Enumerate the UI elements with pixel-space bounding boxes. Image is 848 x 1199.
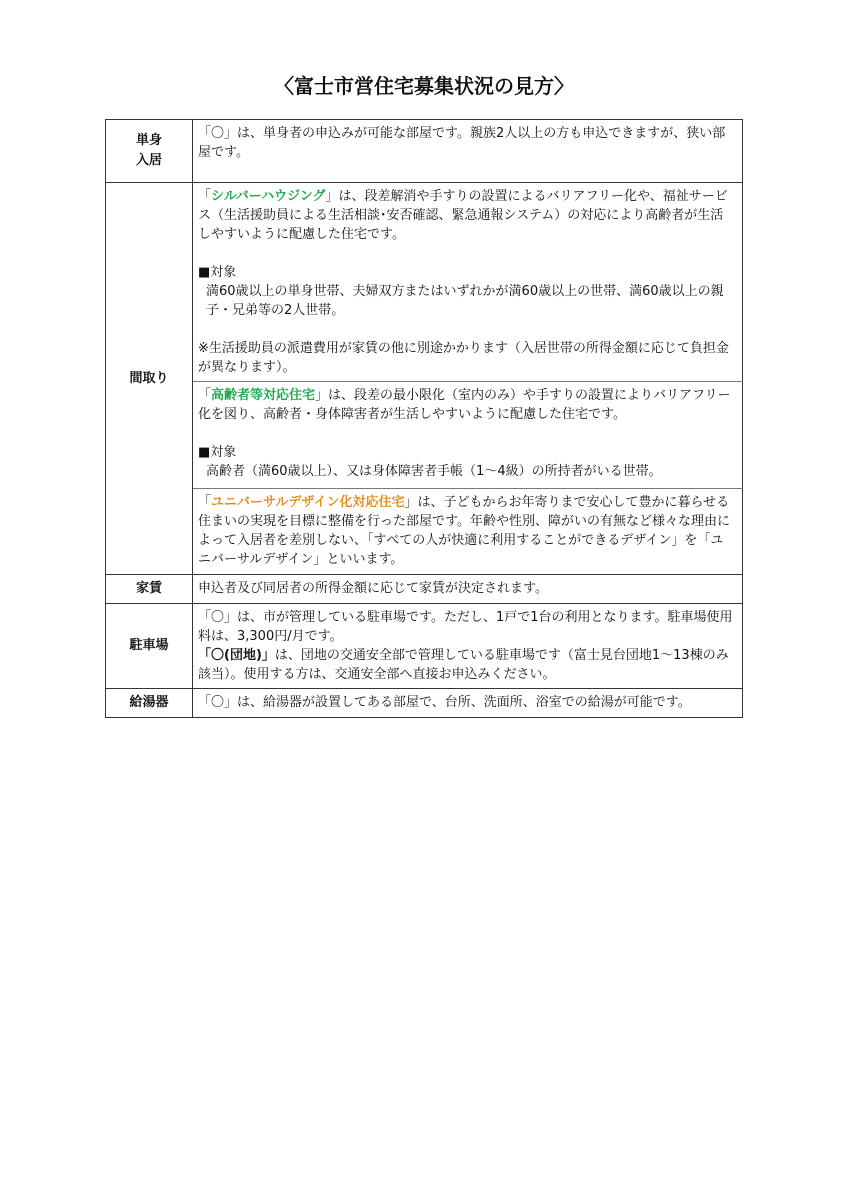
silver-target-heading: ■対象 <box>198 265 237 280</box>
parking-complex-mark: 「〇(団地)」 <box>198 648 275 663</box>
label-layout: 間取り <box>106 183 193 575</box>
content-single-occupancy <box>193 120 743 183</box>
content-silver-housing <box>193 183 743 382</box>
universal-design-name: ユニバーサルデザイン化対応住宅 <box>211 495 405 510</box>
label-single-occupancy <box>106 120 193 183</box>
rent-text: 申込者及び同居者の所得金額に応じて家賃が決定されます。 <box>198 581 548 596</box>
row-layout-elderly <box>106 382 743 489</box>
info-table <box>105 119 743 718</box>
row-layout-silver <box>106 183 743 382</box>
row-water-heater <box>106 689 743 718</box>
water-heater-text: 「〇」は、給湯器が設置してある部屋で、台所、洗面所、浴室での給湯が可能です。 <box>198 695 691 710</box>
elderly-housing-desc: 「高齢者等対応住宅」は、段差の最小限化（室内のみ）や手すりの設置によりバリアフリー化を図り、高齢者・身体障害者が生活しやすいように配慮した住宅です。 <box>198 388 731 422</box>
label-line-2: 入居 <box>135 153 162 168</box>
single-occupancy-text: 「〇」は、単身者の申込みが可能な部屋です。親族2人以上の方も申込できますが、狭い部屋です。 <box>198 126 726 160</box>
parking-text-1: 「〇」は、市が管理している駐車場です。ただし、1戸で1台の利用となります。駐車場使用料は、3,300円/月です。 <box>198 610 733 644</box>
elderly-target-heading: ■対象 <box>198 445 237 460</box>
row-rent <box>106 575 743 604</box>
content-rent <box>193 575 743 604</box>
row-layout-universal <box>106 489 743 575</box>
elderly-target-text: 高齢者（満60歳以上）、又は身体障害者手帳（1～4級）の所持者がいる世帯。 <box>206 464 662 479</box>
label-rent: 家賃 <box>106 575 193 604</box>
silver-target-text: 満60歳以上の単身世帯、夫婦双方またはいずれかが満60歳以上の世帯、満60歳以上の親子・兄弟等の2人世帯。 <box>206 284 724 318</box>
elderly-housing-name: 高齢者等対応住宅 <box>211 388 316 403</box>
content-water-heater <box>193 689 743 718</box>
page-title: 〈富士市営住宅募集状況の見方〉 <box>274 74 574 98</box>
content-parking <box>193 604 743 689</box>
content-elderly-housing <box>193 382 743 489</box>
label-parking: 駐車場 <box>106 604 193 689</box>
label-water-heater: 給湯器 <box>106 689 193 718</box>
content-universal-design <box>193 489 743 575</box>
parking-text-2: 「〇(団地)」は、団地の交通安全部で管理している駐車場です（富士見台団地1～13棟のみ該当）。使用する方は、交通安全部へ直接お申込みください。 <box>198 648 729 682</box>
silver-housing-name: シルバーハウジング <box>211 189 326 204</box>
universal-design-desc: 「ユニバーサルデザイン化対応住宅」は、子どもからお年寄りまで安心して豊かに暮らせる住まいの実現を目標に整備を行った部屋です。年齢や性別、障がいの有無など様々な理由によって入居者を差別しない、「すべての人が快適に利用することができるデザイン」を「ユニバーサルデザイン」といいます。 <box>198 495 730 567</box>
label-line-1: 単身 <box>135 133 162 148</box>
silver-note: ※生活援助員の派遣費用が家賃の他に別途かかります（入居世帯の所得金額に応じて負担金が異なります）。 <box>198 341 729 375</box>
silver-housing-desc: 「シルバーハウジング」は、段差解消や手すりの設置によるバリアフリー化や、福祉サービス（生活援助員による生活相談･安否確認、緊急通報システム）の対応により高齢者が生活しやすいように配慮した住宅です。 <box>198 189 728 242</box>
row-single-occupancy <box>106 120 743 183</box>
row-parking <box>106 604 743 689</box>
